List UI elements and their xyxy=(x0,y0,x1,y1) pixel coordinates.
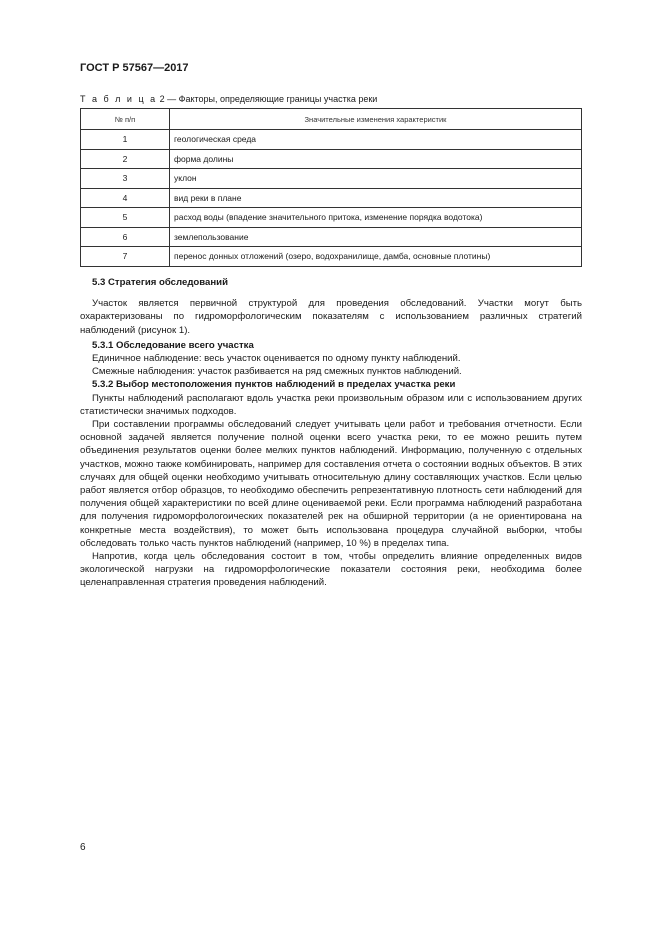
column-header-changes: Значительные изменения характеристик xyxy=(170,109,582,130)
page-number: 6 xyxy=(80,842,86,853)
row-text: перенос донных отложений (озеро, водохранилище, дамба, основные плотины) xyxy=(170,247,582,267)
section-heading-5-3-1: 5.3.1 Обследование всего участка xyxy=(92,339,254,351)
paragraph: Пункты наблюдений располагают вдоль участка реки произвольным образом или с использованием других статистически значимых подходов. xyxy=(80,392,582,417)
column-header-number: № п/п xyxy=(81,109,170,130)
section-heading-5-3: 5.3 Стратегия обследований xyxy=(92,277,228,288)
table-row xyxy=(81,149,582,169)
factors-table xyxy=(80,108,582,267)
section-body xyxy=(80,276,582,590)
paragraph: Напротив, когда цель обследования состоит в том, чтобы определить влияние определенных видов экологической нагрузки на гидроморфологические показатели состояния реки, необходима более целенаправленная стратегия проведения наблюдений. xyxy=(80,551,582,589)
table-caption xyxy=(80,94,377,104)
row-text: землепользование xyxy=(170,227,582,247)
row-text: вид реки в плане xyxy=(170,188,582,208)
table-row xyxy=(81,208,582,228)
row-number: 5 xyxy=(81,208,170,228)
table-row xyxy=(81,188,582,208)
document-header: ГОСТ Р 57567—2017 xyxy=(80,62,189,74)
row-text: форма долины xyxy=(170,149,582,169)
table-row xyxy=(81,227,582,247)
paragraph: Единичное наблюдение: весь участок оценивается по одному пункту наблюдений. xyxy=(92,353,461,365)
table-row xyxy=(81,169,582,189)
row-number: 6 xyxy=(81,227,170,247)
table-caption-title: 2 — Факторы, определяющие границы участка реки xyxy=(157,94,378,104)
table-row xyxy=(81,247,582,267)
row-number: 4 xyxy=(81,188,170,208)
row-text: расход воды (впадение значительного притока, изменение порядка водотока) xyxy=(170,208,582,228)
section-heading-5-3-2: 5.3.2 Выбор местоположения пунктов наблюдений в пределах участка реки xyxy=(92,379,456,391)
row-number: 3 xyxy=(81,169,170,189)
paragraph: Смежные наблюдения: участок разбивается на ряд смежных пунктов наблюдений. xyxy=(92,366,462,378)
row-text: уклон xyxy=(170,169,582,189)
table-caption-prefix: Т а б л и ц а xyxy=(80,94,158,104)
row-number: 7 xyxy=(81,247,170,267)
paragraph: Участок является первичной структурой для проведения обследований. Участки могут быть охарактеризованы по гидроморфологическим показателям с использованием различных стратегий наблюдений (рисунок 1). xyxy=(80,298,582,336)
row-number: 1 xyxy=(81,130,170,150)
paragraph: При составлении программы обследований следует учитывать цели работ и требования отчетности. Если основной задачей является получение полной оценки всего участка реки, то ее можно решить путем объединения результатов оценки более мелких пунктов наблюдений. Информацию, полученную с отдельных участков, можно также комбинировать, например для составления отчета о состоянии водных объектов. В этих случаях для общей оценки необходимо учитывать относительную длину составляющих участков. Если целью работ является отбор образцов, то необходимо обеспечить репрезентативную плотность сети наблюдений для получения общей характеристики по всей длине оцениваемой реки. Если программа наблюдений разработана для получения гидроморфологоических показателей рек на обширной территории (а не ориентирована на конкретные места воздействия), то может быть использована процедура случайной выборки, чтобы обследовать только часть пунктов наблюдений (например, 10 %) в пределах типа. xyxy=(80,419,582,549)
table-row xyxy=(81,130,582,150)
row-number: 2 xyxy=(81,149,170,169)
row-text: геологическая среда xyxy=(170,130,582,150)
